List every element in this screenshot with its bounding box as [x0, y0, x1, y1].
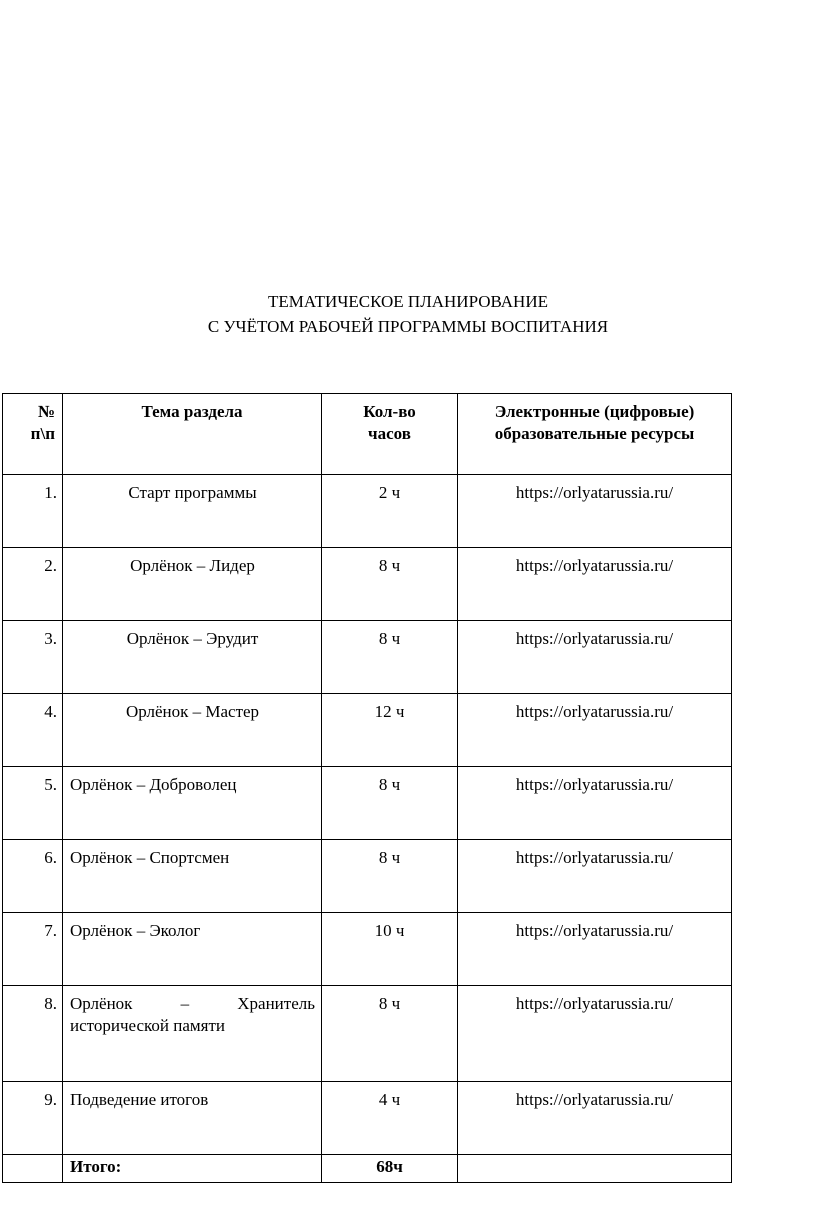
row-hours: 8 ч	[322, 621, 458, 694]
table-row	[3, 621, 732, 694]
row-number: 4.	[3, 694, 63, 767]
total-hours: 68ч	[322, 1155, 458, 1183]
row-topic: Орлёнок – Хранитель исторической памяти	[63, 986, 322, 1082]
row-hours: 8 ч	[322, 840, 458, 913]
total-resource-cell	[458, 1155, 732, 1183]
row-number: 6.	[3, 840, 63, 913]
row-topic: Орлёнок – Эколог	[63, 913, 322, 986]
row-topic: Орлёнок – Эрудит	[63, 621, 322, 694]
row-number: 8.	[3, 986, 63, 1082]
row-hours: 2 ч	[322, 475, 458, 548]
total-number-cell	[3, 1155, 63, 1183]
total-label: Итого:	[63, 1155, 322, 1183]
row-hours: 4 ч	[322, 1082, 458, 1155]
table-row	[3, 1082, 732, 1155]
table-row	[3, 840, 732, 913]
row-hours: 8 ч	[322, 986, 458, 1082]
table-row	[3, 913, 732, 986]
row-resource-link[interactable]: https://orlyatarussia.ru/	[458, 548, 732, 621]
header-resources: Электронные (цифровые) образовательные ресурсы	[458, 394, 732, 475]
title-line-1: ТЕМАТИЧЕСКОЕ ПЛАНИРОВАНИЕ	[268, 292, 548, 311]
table-row	[3, 694, 732, 767]
row-resource-link[interactable]: https://orlyatarussia.ru/	[458, 840, 732, 913]
row-resource-link[interactable]: https://orlyatarussia.ru/	[458, 986, 732, 1082]
row-hours: 10 ч	[322, 913, 458, 986]
row-number: 7.	[3, 913, 63, 986]
row-number: 3.	[3, 621, 63, 694]
row-hours: 12 ч	[322, 694, 458, 767]
row-resource-link[interactable]: https://orlyatarussia.ru/	[458, 694, 732, 767]
header-topic: Тема раздела	[63, 394, 322, 475]
row-topic: Старт программы	[63, 475, 322, 548]
table-header-row	[3, 394, 732, 475]
table-row	[3, 986, 732, 1082]
row-topic: Орлёнок – Лидер	[63, 548, 322, 621]
row-topic: Орлёнок – Спортсмен	[63, 840, 322, 913]
table-row	[3, 548, 732, 621]
row-resource-link[interactable]: https://orlyatarussia.ru/	[458, 621, 732, 694]
header-hours: Кол-во часов	[322, 394, 458, 475]
thematic-plan-table	[2, 393, 732, 1183]
document-title	[0, 289, 816, 339]
row-topic: Подведение итогов	[63, 1082, 322, 1155]
row-resource-link[interactable]: https://orlyatarussia.ru/	[458, 475, 732, 548]
row-resource-link[interactable]: https://orlyatarussia.ru/	[458, 767, 732, 840]
row-number: 1.	[3, 475, 63, 548]
row-topic: Орлёнок – Доброволец	[63, 767, 322, 840]
row-resource-link[interactable]: https://orlyatarussia.ru/	[458, 1082, 732, 1155]
title-line-2: С УЧЁТОМ РАБОЧЕЙ ПРОГРАММЫ ВОСПИТАНИЯ	[207, 317, 609, 336]
row-resource-link[interactable]: https://orlyatarussia.ru/	[458, 913, 732, 986]
row-number: 9.	[3, 1082, 63, 1155]
row-number: 2.	[3, 548, 63, 621]
table-row	[3, 475, 732, 548]
header-number: № п\п	[3, 394, 63, 475]
table-total-row	[3, 1155, 732, 1183]
row-topic: Орлёнок – Мастер	[63, 694, 322, 767]
row-hours: 8 ч	[322, 767, 458, 840]
row-number: 5.	[3, 767, 63, 840]
row-hours: 8 ч	[322, 548, 458, 621]
table-row	[3, 767, 732, 840]
